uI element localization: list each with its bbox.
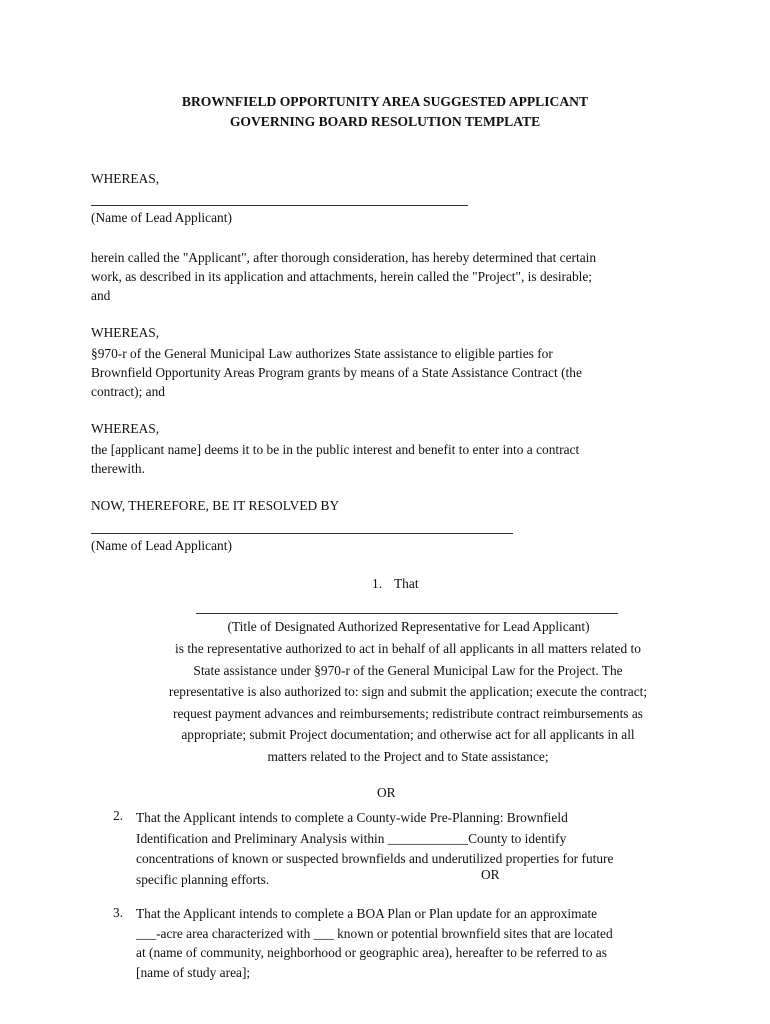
item-3-line-2: ___-acre area characterized with ___ known or potential brownfield sites that are located bbox=[136, 925, 613, 941]
lead-applicant-blank-line-2 bbox=[91, 533, 513, 534]
item-2-number: 2. bbox=[113, 808, 124, 823]
document-title-line-2: GOVERNING BOARD RESOLUTION TEMPLATE bbox=[229, 114, 541, 129]
document-title-line-1: BROWNFIELD OPPORTUNITY AREA SUGGESTED APPLICANT bbox=[181, 94, 589, 109]
item-1-line-5: appropriate; submit Project documentation; and otherwise act for all applicants in all bbox=[181, 727, 635, 742]
or-separator-1: OR bbox=[377, 785, 396, 800]
item-3-line-1: That the Applicant intends to complete a BOA Plan or Plan update for an approximate bbox=[136, 906, 598, 921]
whereas-paragraph-1 bbox=[91, 248, 596, 305]
whereas-heading-2: WHEREAS, bbox=[91, 325, 160, 340]
or-separator-2: OR bbox=[481, 867, 500, 882]
item-3-line-3: at (name of community, neighborhood or geographic area), hereafter to be referred to as bbox=[136, 945, 607, 960]
item-2-paragraph bbox=[136, 808, 613, 890]
whereas-3-line-2: therewith. bbox=[91, 461, 145, 476]
item-2-line-1: That the Applicant intends to complete a County-wide Pre-Planning: Brownfield bbox=[136, 810, 568, 825]
item-3-paragraph bbox=[136, 904, 613, 982]
whereas-heading-1: WHEREAS, bbox=[91, 171, 160, 186]
item-3-line-4: [name of study area]; bbox=[136, 964, 251, 980]
item-1-line-1: is the representative authorized to act in behalf of all applicants in all matters related to bbox=[175, 641, 641, 656]
item-1-paragraph bbox=[135, 638, 681, 767]
item-1-lead: That bbox=[394, 576, 419, 591]
lead-applicant-label-1: (Name of Lead Applicant) bbox=[91, 210, 232, 225]
item-2-line-2: Identification and Preliminary Analysis within ____________County to identify bbox=[136, 830, 567, 846]
whereas-2-line-1: §970-r of the General Municipal Law authorizes State assistance to eligible parties for bbox=[91, 346, 553, 361]
whereas-3-line-1: the [applicant name] deems it to be in the public interest and benefit to enter into a contract bbox=[91, 442, 580, 457]
item-1-line-4: request payment advances and reimbursements; redistribute contract reimbursements as bbox=[173, 705, 643, 721]
item-1-line-2: State assistance under §970-r of the General Municipal Law for the Project. The bbox=[193, 662, 623, 678]
whereas-1-line-3: and bbox=[91, 288, 111, 303]
item-2-line-3: concentrations of known or suspected brownfields and underutilized properties for future bbox=[136, 851, 614, 866]
representative-title-label: (Title of Designated Authorized Representative for Lead Applicant) bbox=[227, 619, 590, 634]
item-1-line-3: representative is also authorized to: sign and submit the application; execute the contract; bbox=[168, 684, 648, 699]
whereas-1-line-1: herein called the "Applicant", after thorough consideration, has hereby determined that certain bbox=[91, 250, 597, 265]
whereas-paragraph-3 bbox=[91, 440, 579, 478]
resolved-heading: NOW, THEREFORE, BE IT RESOLVED BY bbox=[91, 498, 340, 513]
whereas-2-line-2: Brownfield Opportunity Areas Program grants by means of a State Assistance Contract (the bbox=[91, 365, 582, 380]
lead-applicant-label-2: (Name of Lead Applicant) bbox=[91, 538, 232, 553]
whereas-1-line-2: work, as described in its application and attachments, herein called the "Project", is desirable; bbox=[91, 269, 593, 284]
whereas-paragraph-2 bbox=[91, 344, 582, 401]
item-3-number: 3. bbox=[113, 905, 124, 920]
item-2-line-4: specific planning efforts. bbox=[136, 871, 270, 887]
whereas-2-line-3: contract); and bbox=[91, 384, 165, 399]
representative-title-blank-line bbox=[196, 613, 618, 614]
whereas-heading-3: WHEREAS, bbox=[91, 421, 160, 436]
item-1-line-6: matters related to the Project and to State assistance; bbox=[267, 748, 549, 764]
item-1-number: 1. bbox=[372, 576, 383, 591]
lead-applicant-blank-line-1 bbox=[91, 205, 468, 206]
